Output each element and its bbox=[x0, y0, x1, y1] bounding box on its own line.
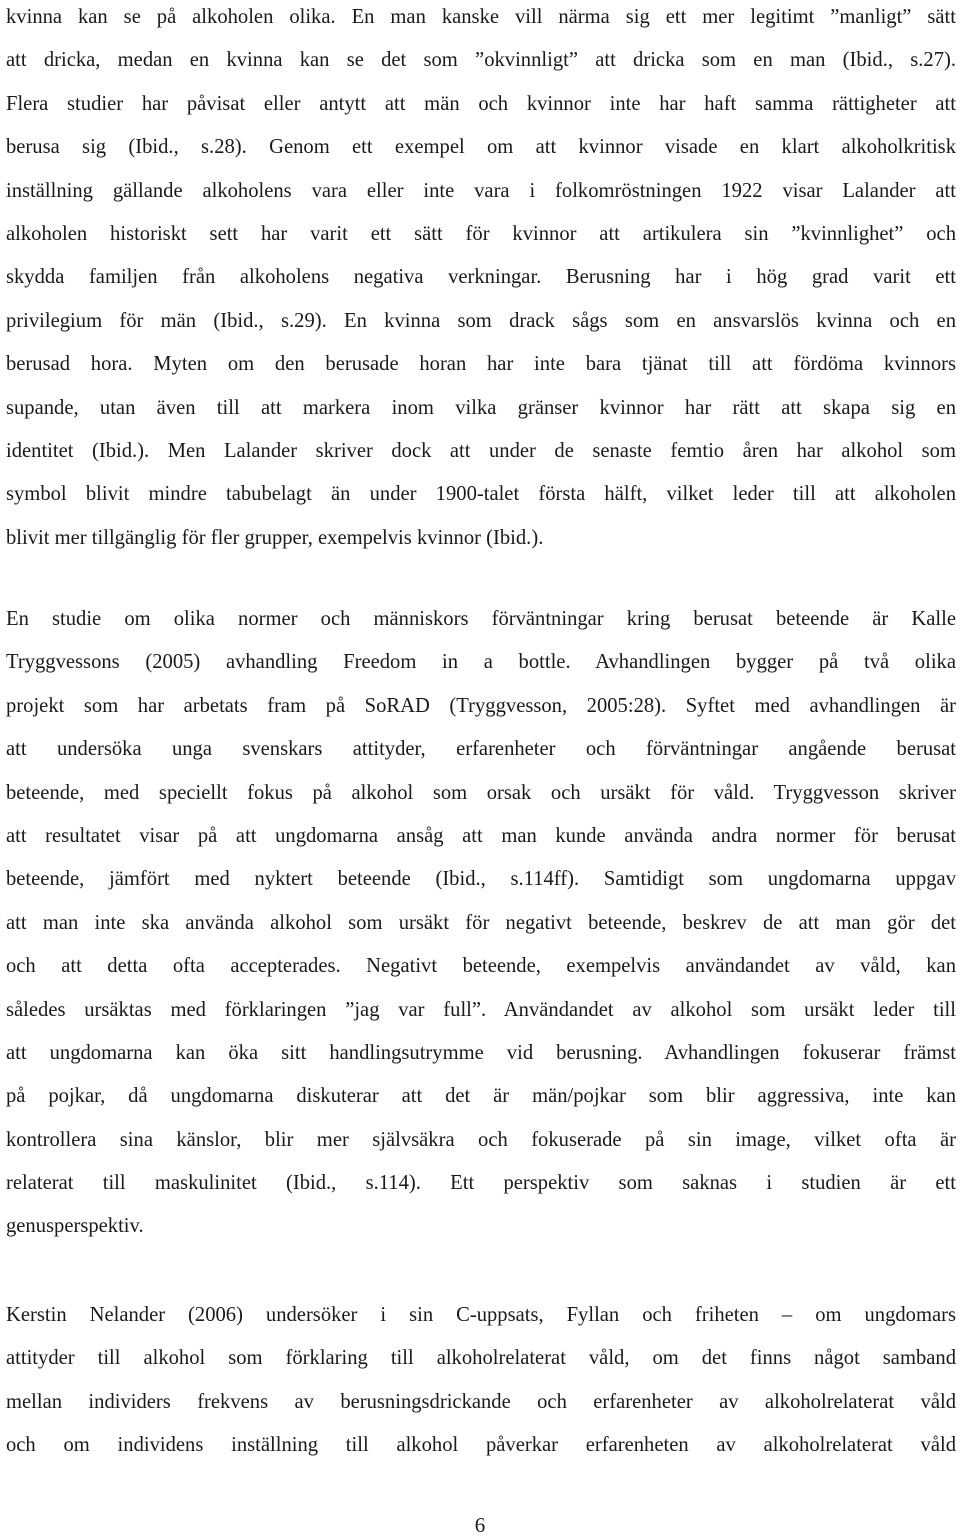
text-line: Tryggvessons (2005) avhandling Freedom in a bottle. Avhandlingen bygger på två olika bbox=[6, 651, 956, 674]
text-line: berusa sig (Ibid., s.28). Genom ett exempel om att kvinnor visade en klart alkoholkritisk bbox=[6, 136, 956, 159]
text-line: identitet (Ibid.). Men Lalander skriver dock att under de senaste femtio åren har alkohol som bbox=[6, 439, 956, 462]
text-line: kvinna kan se på alkoholen olika. En man kanske vill närma sig ett mer legitimt ”manligt” sätt bbox=[6, 6, 956, 28]
text-line: supande, utan även till att markera inom vilka gränser kvinnor har rätt att skapa sig en bbox=[6, 396, 956, 419]
text-line: Flera studier har påvisat eller antytt att män och kvinnor inte har haft samma rättigheter att bbox=[6, 92, 956, 115]
text-line: beteende, med speciellt fokus på alkohol som orsak och ursäkt för våld. Tryggvesson skriver bbox=[6, 781, 956, 804]
text-line: på pojkar, då ungdomarna diskuterar att det är män/pojkar som blir aggressiva, inte kan bbox=[6, 1085, 956, 1108]
text-line: att ungdomarna kan öka sitt handlingsutrymme vid berusning. Avhandlingen fokuserar främst bbox=[6, 1041, 956, 1064]
text-line: genusperspektiv. bbox=[6, 1215, 144, 1238]
text-line: att resultatet visar på att ungdomarna ansåg att man kunde använda andra normer för berusat bbox=[6, 824, 956, 847]
text-line: mellan individers frekvens av berusningsdrickande och erfarenheter av alkoholrelaterat våld bbox=[6, 1390, 956, 1413]
text-line: projekt som har arbetats fram på SoRAD (Tryggvesson, 2005:28). Syftet med avhandlingen är bbox=[6, 694, 956, 717]
text-line: privilegium för män (Ibid., s.29). En kvinna som drack sågs som en ansvarslös kvinna och en bbox=[6, 309, 956, 332]
text-line: kontrollera sina känslor, blir mer självsäkra och fokuserade på sin image, vilket ofta är bbox=[6, 1128, 956, 1151]
text-line: att man inte ska använda alkohol som ursäkt för negativt beteende, beskrev de att man gör det bbox=[6, 911, 956, 934]
text-line: attityder till alkohol som förklaring till alkoholrelaterat våld, om det finns något samband bbox=[6, 1347, 956, 1370]
text-line: inställning gällande alkoholens vara eller inte vara i folkomröstningen 1922 visar Lalander att bbox=[6, 179, 956, 202]
text-line: således ursäktas med förklaringen ”jag var full”. Användandet av alkohol som ursäkt leder till bbox=[6, 998, 956, 1021]
text-line: Kerstin Nelander (2006) undersöker i sin C-uppsats, Fyllan och friheten – om ungdomars bbox=[6, 1304, 956, 1326]
text-line: och om individens inställning till alkohol påverkar erfarenheten av alkoholrelaterat våld bbox=[6, 1434, 956, 1457]
text-line: En studie om olika normer och människors förväntningar kring berusat beteende är Kalle bbox=[6, 608, 956, 630]
text-line: och att detta ofta accepterades. Negativt beteende, exempelvis användandet av våld, kan bbox=[6, 955, 956, 978]
paragraph-lalander-gender bbox=[6, 0, 956, 560]
text-line: relaterat till maskulinitet (Ibid., s.114). Ett perspektiv som saknas i studien är ett bbox=[6, 1172, 956, 1195]
text-line: skydda familjen från alkoholens negativa verkningar. Berusning har i hög grad varit ett bbox=[6, 266, 956, 289]
text-line: att undersöka unga svenskars attityder, erfarenheter och förväntningar angående berusat bbox=[6, 738, 956, 761]
text-line: symbol blivit mindre tabubelagt än under 1900-talet första hälft, vilket leder till att alkoholen bbox=[6, 483, 956, 506]
text-line: att dricka, medan en kvinna kan se det som ”okvinnligt” att dricka som en man (Ibid., s.27). bbox=[6, 49, 956, 72]
text-line: beteende, jämfört med nyktert beteende (Ibid., s.114ff). Samtidigt som ungdomarna uppgav bbox=[6, 868, 956, 891]
paragraph-nelander-thesis bbox=[6, 1294, 956, 1468]
paragraph-tryggvesson-study bbox=[6, 598, 956, 1249]
text-line: berusad hora. Myten om den berusade horan har inte bara tjänat till att fördöma kvinnors bbox=[6, 353, 956, 376]
page-number: 6 bbox=[474, 1513, 486, 1537]
text-line: blivit mer tillgänglig för fler grupper, exempelvis kvinnor (Ibid.). bbox=[6, 526, 544, 549]
text-line: alkoholen historiskt sett har varit ett sätt för kvinnor att artikulera sin ”kvinnlighet” och bbox=[6, 222, 956, 245]
